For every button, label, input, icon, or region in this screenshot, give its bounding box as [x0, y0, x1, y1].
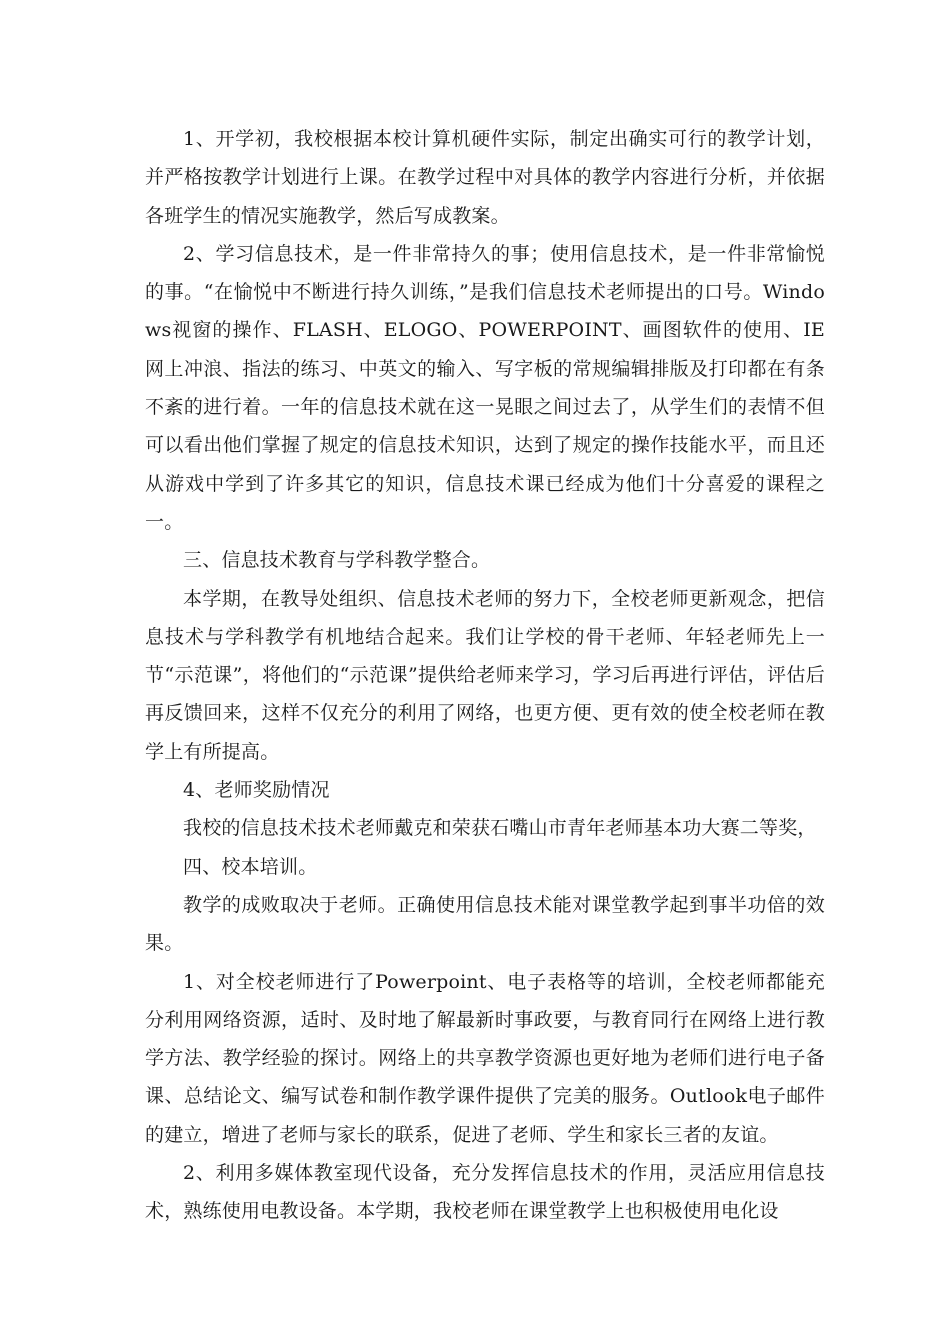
paragraph: 教学的成败取决于老师。正确使用信息技术能对课堂教学起到事半功倍的效果。 — [145, 893, 825, 955]
paragraph: 我校的信息技术技术老师戴克和荣获石嘴山市青年老师基本功大赛二等奖， — [183, 817, 817, 840]
paragraph: 2、学习信息技术，是一件非常持久的事；使用信息技术，是一件非常愉悦的事。“在愉悦中不断进行持久训练，”是我们信息技术老师提出的口号。Windows视窗的操作、FLASH、ELOGO、POWERPOINT、画图软件的使用、IE网上冲浪、指法的练习、中英文的输入、写字板的常规编辑排版及打印都在有条不紊的进行着。一年的信息技术就在这一晃眼之间过去了，从学生们的表情不但可以看出他们掌握了规定的信息技术知识，达到了规定的操作技能水平，而且还从游戏中学到了许多其它的知识，信息技术课已经成为他们十分喜爱的课程之一。 — [145, 242, 825, 533]
section-heading: 三、信息技术教育与学科教学整合。 — [183, 549, 491, 572]
paragraph: 1、开学初，我校根据本校计算机硬件实际，制定出确实可行的教学计划，并严格按教学计划进行上课。在教学过程中对具体的教学内容进行分析，并依据各班学生的情况实施教学，然后写成教案。 — [145, 128, 825, 227]
document-body — [145, 120, 825, 1231]
paragraph: 1、对全校老师进行了Powerpoint、电子表格等的培训，全校老师都能充分利用网络资源，适时、及时地了解最新时事政要，与教育同行在网络上进行教学方法、教学经验的探讨。网络上的共享教学资源也更好地为老师们进行电子备课、总结论文、编写试卷和制作教学课件提供了完美的服务。Outlook电子邮件的建立，增进了老师与家长的联系，促进了老师、学生和家长三者的友谊。 — [145, 970, 825, 1146]
paragraph: 本学期，在教导处组织、信息技术老师的努力下，全校老师更新观念，把信息技术与学科教学有机地结合起来。我们让学校的骨干老师、年轻老师先上一节“示范课”，将他们的“示范课”提供给老师来学习，学习后再进行评估，评估后再反馈回来，这样不仅充分的利用了网络，也更方便、更有效的使全校老师在教学上有所提高。 — [145, 587, 825, 763]
subheading: 4、老师奖励情况 — [183, 779, 330, 802]
section-heading: 四、校本培训。 — [183, 855, 318, 878]
paragraph: 2、利用多媒体教室现代设备，充分发挥信息技术的作用，灵活应用信息技术，熟练使用电教设备。本学期，我校老师在课堂教学上也积极使用电化设 — [145, 1162, 825, 1223]
